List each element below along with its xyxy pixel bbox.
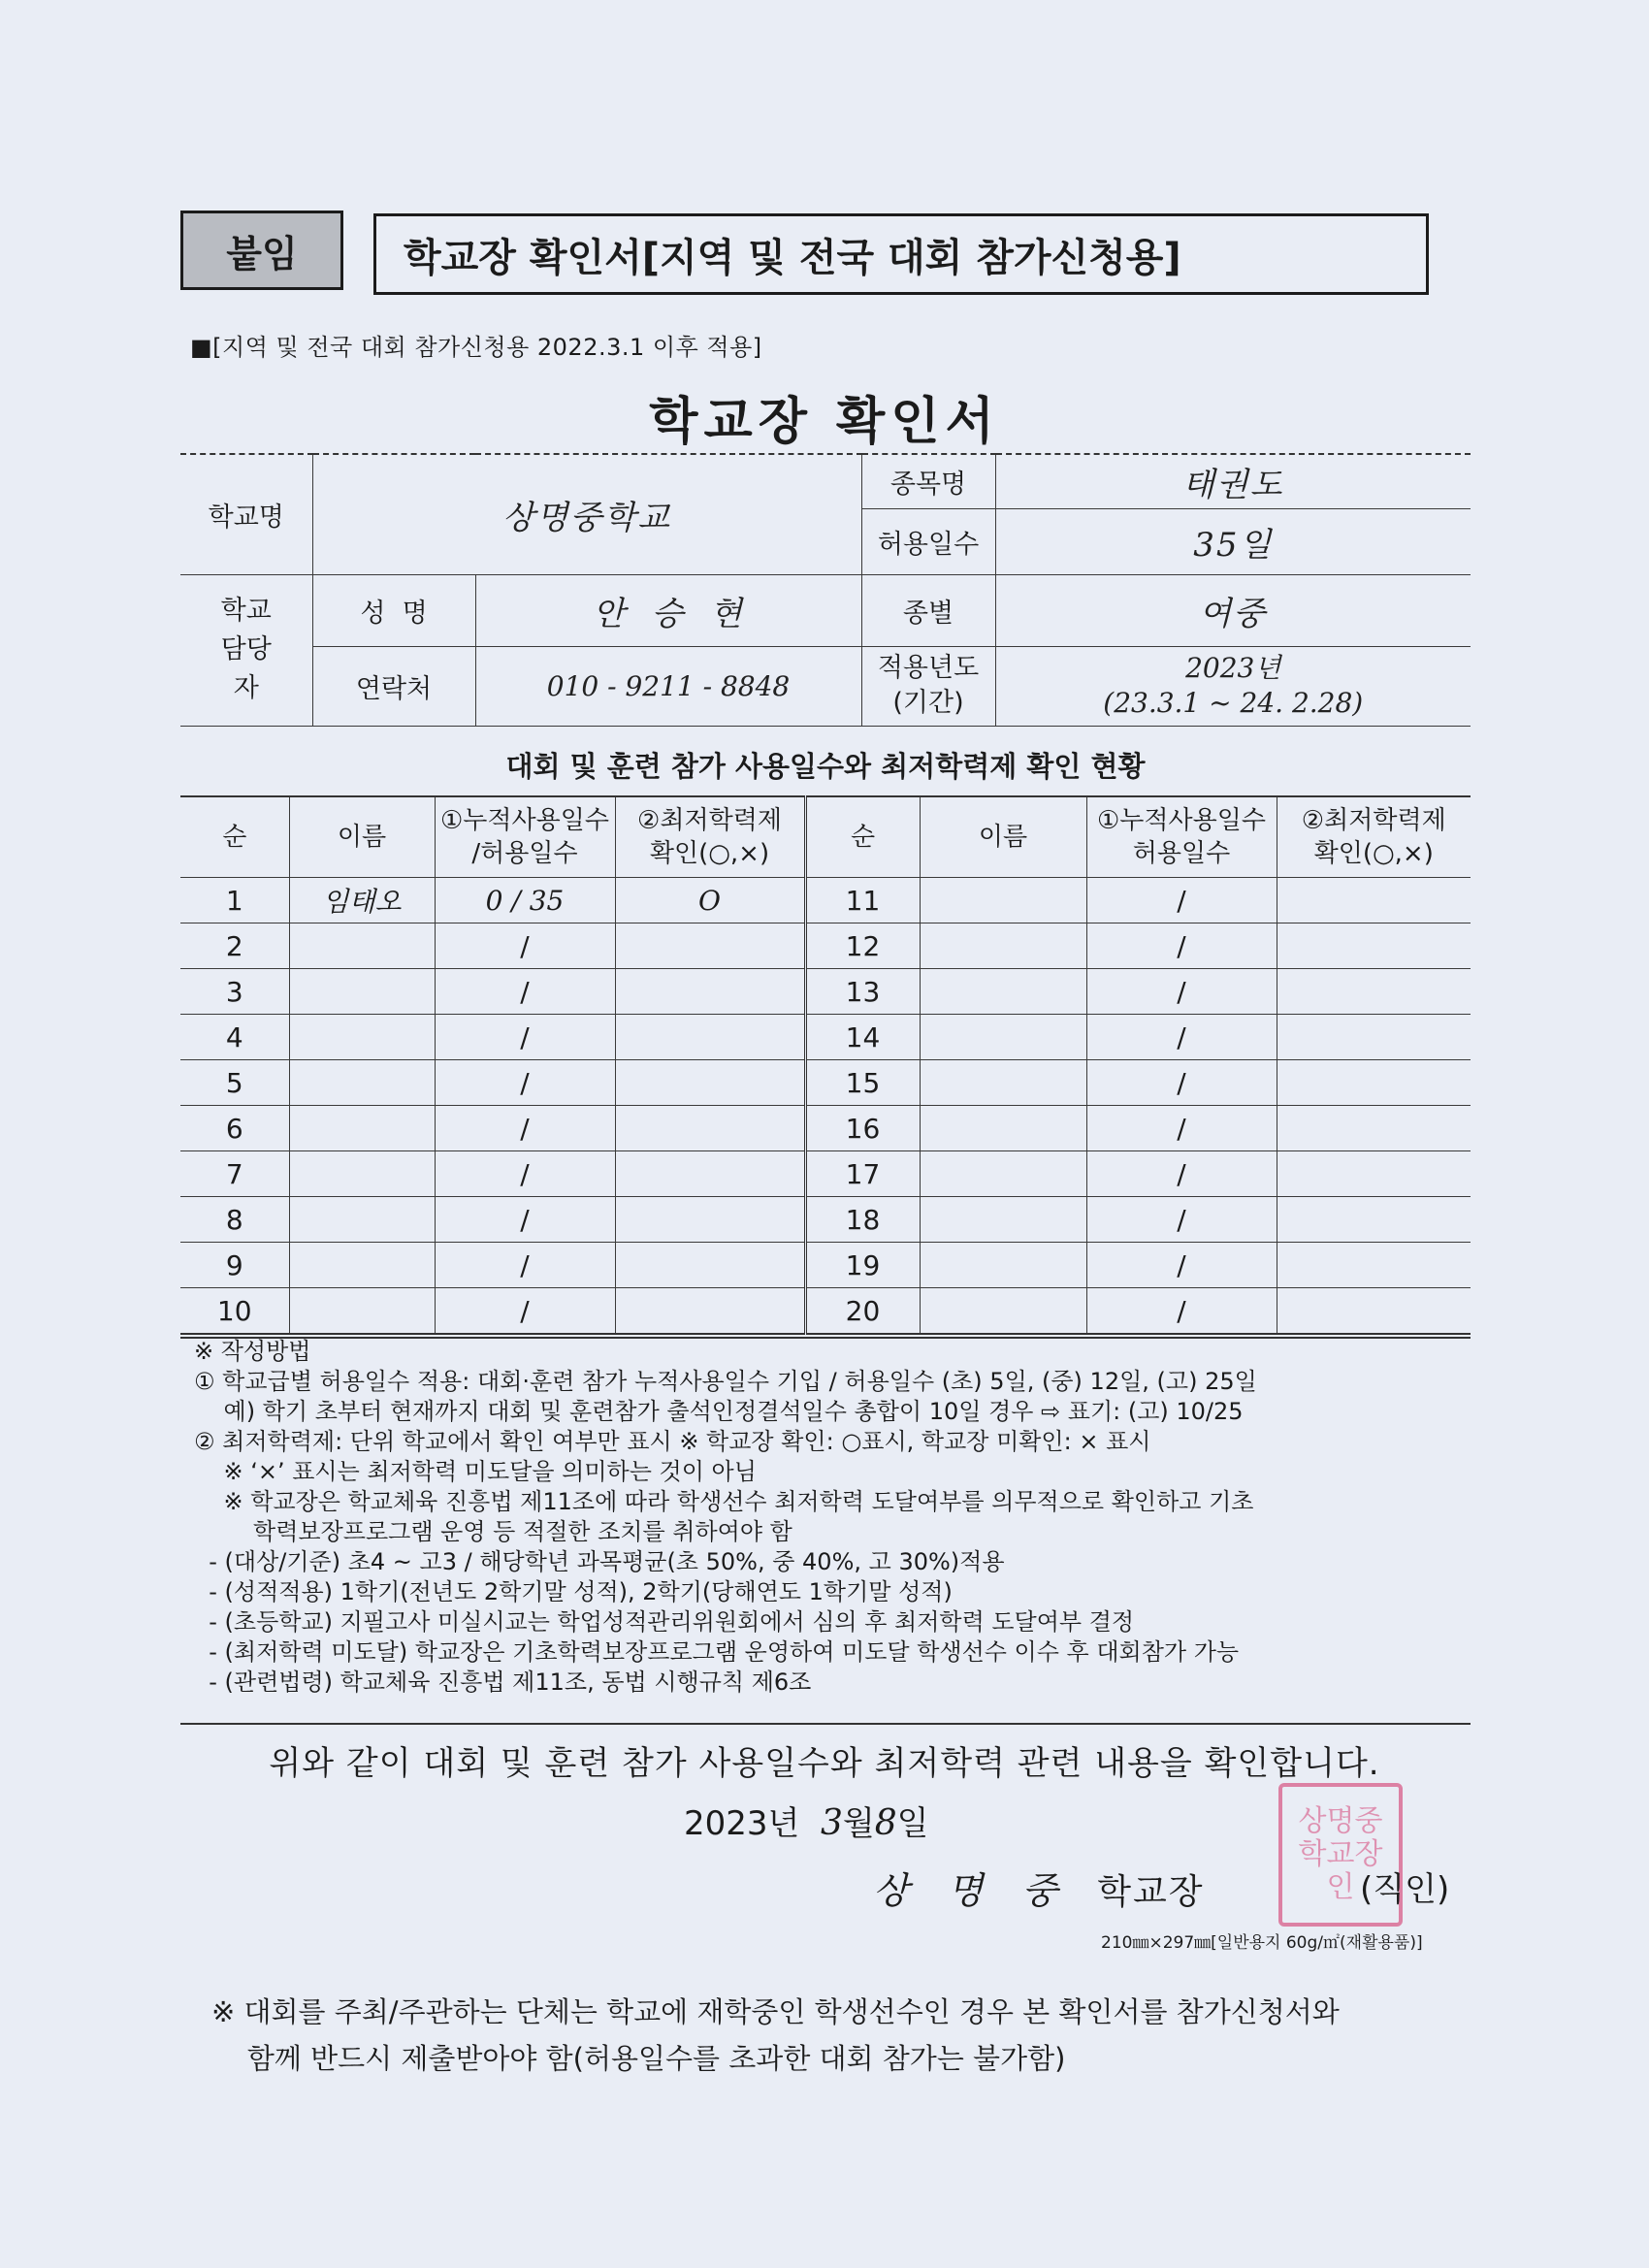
row-name <box>289 1197 435 1243</box>
row-name <box>920 878 1086 923</box>
row-name <box>920 923 1086 969</box>
row-days: / <box>435 1197 615 1243</box>
row-days: / <box>1086 1151 1277 1197</box>
row-name <box>920 1015 1086 1060</box>
row-name: 임태오 <box>289 878 435 923</box>
division-label: 종별 <box>861 574 995 646</box>
instruction-line: ② 최저학력제: 단위 학교에서 확인 여부만 표시 ※ 학교장 확인: ○표시, 학교장 미확인: × 표시 <box>194 1428 1151 1455</box>
row-no: 17 <box>805 1151 920 1197</box>
instruction-line: - (최저학력 미도달) 학교장은 기초학력보장프로그램 운영하여 미도달 학생선수 이수 후 대회참가 가능 <box>194 1638 1240 1666</box>
row-days: / <box>1086 1197 1277 1243</box>
col-name-right: 이름 <box>920 796 1086 878</box>
row-days: / <box>1086 1288 1277 1335</box>
document-title: 학교장 확인서 <box>649 393 1000 451</box>
roster-table <box>180 795 1471 1335</box>
row-name <box>289 1060 435 1106</box>
row-check <box>615 1015 805 1060</box>
table-row <box>180 878 1471 923</box>
division-value: 여중 <box>995 574 1471 646</box>
row-check <box>1277 1288 1471 1335</box>
instruction-line: ※ 작성방법 <box>194 1338 311 1365</box>
row-days: / <box>1086 878 1277 923</box>
row-check <box>615 1197 805 1243</box>
paper-spec: 210㎜×297㎜[일반용지 60g/㎡(재활용품)] <box>1101 1933 1423 1953</box>
row-no: 12 <box>805 923 920 969</box>
footer-line: 함께 반드시 제출받아야 함(허용일수를 초과한 대회 참가는 불가함) <box>211 2042 1066 2075</box>
manager-label: 학교 담당자 <box>180 574 312 726</box>
row-name <box>920 1060 1086 1106</box>
row-days: / <box>435 1060 615 1106</box>
col-no-left: 순 <box>180 796 289 878</box>
row-no: 16 <box>805 1106 920 1151</box>
row-no: 6 <box>180 1106 289 1151</box>
name-label: 성 명 <box>312 574 475 646</box>
row-name <box>289 1015 435 1060</box>
table-row <box>180 1197 1471 1243</box>
school-value: 상명중학교 <box>312 454 861 574</box>
table-row <box>180 969 1471 1015</box>
table-row <box>180 1015 1471 1060</box>
row-name <box>920 1106 1086 1151</box>
col-check-right: ②최저학력제 확인(○,×) <box>1277 796 1471 878</box>
instruction-line: 학력보장프로그램 운영 등 적절한 조치를 취하여야 함 <box>194 1518 792 1545</box>
notes-top-rule <box>180 1337 1471 1339</box>
row-check <box>1277 1197 1471 1243</box>
row-check <box>1277 1106 1471 1151</box>
info-table <box>180 453 1471 727</box>
period-label: (기간) <box>892 688 964 718</box>
header-title: 학교장 확인서[지역 및 전국 대회 참가신청용] <box>373 213 1429 295</box>
row-no: 15 <box>805 1060 920 1106</box>
contact-value: 010 - 9211 - 8848 <box>475 646 861 726</box>
confirmation-statement: 위와 같이 대회 및 훈련 참가 사용일수와 최저학력 관련 내용을 확인합니다. <box>269 1744 1380 1783</box>
row-no: 5 <box>180 1060 289 1106</box>
row-days: / <box>1086 1243 1277 1288</box>
row-check <box>615 1151 805 1197</box>
row-no: 10 <box>180 1288 289 1335</box>
row-name <box>289 1243 435 1288</box>
row-days: / <box>1086 1015 1277 1060</box>
row-days: / <box>435 1106 615 1151</box>
row-check <box>615 1060 805 1106</box>
row-days: / <box>435 1288 615 1335</box>
row-no: 7 <box>180 1151 289 1197</box>
official-seal: 상명중학교장인 <box>1278 1783 1403 1927</box>
year-label: 적용년도 <box>877 653 980 683</box>
footer-note <box>211 1989 1340 2082</box>
row-days: / <box>435 969 615 1015</box>
period-value: (23.3.1 ~ 24. 2.28) <box>1103 687 1364 719</box>
row-name <box>289 1288 435 1335</box>
row-no: 4 <box>180 1015 289 1060</box>
row-name <box>920 969 1086 1015</box>
row-check <box>615 969 805 1015</box>
row-no: 8 <box>180 1197 289 1243</box>
row-days: / <box>1086 1060 1277 1106</box>
row-check <box>1277 1060 1471 1106</box>
row-no: 3 <box>180 969 289 1015</box>
instructions <box>194 1337 1474 1698</box>
attachment-tag: 붙임 <box>180 211 343 290</box>
instruction-line: - (대상/기준) 초4 ~ 고3 / 해당학년 과목평균(초 50%, 중 40%, 고 30%)적용 <box>194 1548 1005 1575</box>
instruction-line: - (성적적용) 1학기(전년도 2학기말 성적), 2학기(당해연도 1학기말 성적) <box>194 1578 953 1605</box>
row-check <box>615 923 805 969</box>
row-check <box>615 1288 805 1335</box>
year-value: 2023년 <box>1185 652 1281 684</box>
signature-date: 2023년 3월8일 <box>684 1803 929 1843</box>
col-days-left: ①누적사용일수 /허용일수 <box>435 796 615 878</box>
row-name <box>920 1288 1086 1335</box>
row-no: 13 <box>805 969 920 1015</box>
row-no: 11 <box>805 878 920 923</box>
school-label: 학교명 <box>180 454 312 574</box>
row-days: / <box>1086 923 1277 969</box>
roster-heading: 대회 및 훈련 참가 사용일수와 최저학력제 확인 현황 <box>505 750 1146 783</box>
row-name <box>289 969 435 1015</box>
row-check <box>615 1243 805 1288</box>
row-check <box>615 1106 805 1151</box>
row-name <box>289 923 435 969</box>
row-name <box>289 1106 435 1151</box>
principal-signature: 상 명 중 학교장 <box>873 1869 1205 1912</box>
row-days: / <box>435 1151 615 1197</box>
row-name <box>920 1197 1086 1243</box>
footer-line: ※ 대회를 주최/주관하는 단체는 학교에 재학중인 학생선수인 경우 본 확인서를 참가신청서와 <box>211 1995 1340 2028</box>
table-row <box>180 923 1471 969</box>
row-check <box>1277 969 1471 1015</box>
col-check-left: ②최저학력제 확인(○,×) <box>615 796 805 878</box>
applies-note: ■[지역 및 전국 대회 참가신청용 2022.3.1 이후 적용] <box>190 334 762 361</box>
row-no: 2 <box>180 923 289 969</box>
row-check <box>1277 1015 1471 1060</box>
instruction-line: ※ 학교장은 학교체육 진흥법 제11조에 따라 학생선수 최저학력 도달여부를 의무적으로 확인하고 기초 <box>194 1488 1254 1515</box>
row-no: 1 <box>180 878 289 923</box>
instruction-line: ※ ‘×’ 표시는 최저학력 미도달을 의미하는 것이 아님 <box>194 1458 757 1485</box>
year-value-cell <box>995 646 1471 726</box>
row-check <box>1277 923 1471 969</box>
col-no-right: 순 <box>805 796 920 878</box>
row-days: / <box>1086 1106 1277 1151</box>
row-days: / <box>435 1015 615 1060</box>
table-row <box>180 1060 1471 1106</box>
row-days: 0 / 35 <box>435 878 615 923</box>
instruction-line: - (관련법령) 학교체육 진흥법 제11조, 동법 시행규칙 제6조 <box>194 1669 812 1696</box>
row-no: 19 <box>805 1243 920 1288</box>
sport-value: 태권도 <box>995 454 1471 508</box>
row-check: O <box>615 878 805 923</box>
instruction-line: ① 학교급별 허용일수 적용: 대회·훈련 참가 누적사용일수 기입 / 허용일수 (초) 5일, (중) 12일, (고) 25일 <box>194 1368 1257 1395</box>
row-no: 14 <box>805 1015 920 1060</box>
col-days-right: ①누적사용일수 허용일수 <box>1086 796 1277 878</box>
instruction-line: - (초등학교) 지필고사 미실시교는 학업성적관리위원회에서 심의 후 최저학력 도달여부 결정 <box>194 1608 1135 1636</box>
name-value: 안 승 현 <box>475 574 861 646</box>
allowed-days-value: 35일 <box>995 508 1471 574</box>
row-days: / <box>435 1243 615 1288</box>
row-check <box>1277 1151 1471 1197</box>
table-row <box>180 1151 1471 1197</box>
row-check <box>1277 878 1471 923</box>
row-name <box>920 1243 1086 1288</box>
row-no: 9 <box>180 1243 289 1288</box>
col-name-left: 이름 <box>289 796 435 878</box>
seal-label: (직인) <box>1360 1870 1450 1909</box>
row-name <box>920 1151 1086 1197</box>
table-row <box>180 1288 1471 1335</box>
notes-bottom-rule <box>180 1723 1471 1725</box>
row-no: 18 <box>805 1197 920 1243</box>
contact-label: 연락처 <box>312 646 475 726</box>
row-days: / <box>435 923 615 969</box>
sport-label: 종목명 <box>861 454 995 508</box>
instruction-line: 예) 학기 초부터 현재까지 대회 및 훈련참가 출석인정결석일수 총합이 10일 경우 ⇨ 표기: (고) 10/25 <box>194 1398 1244 1425</box>
row-days: / <box>1086 969 1277 1015</box>
allowed-days-label: 허용일수 <box>861 508 995 574</box>
row-check <box>1277 1243 1471 1288</box>
table-row <box>180 1106 1471 1151</box>
year-label-cell <box>861 646 995 726</box>
row-name <box>289 1151 435 1197</box>
row-no: 20 <box>805 1288 920 1335</box>
table-row <box>180 1243 1471 1288</box>
